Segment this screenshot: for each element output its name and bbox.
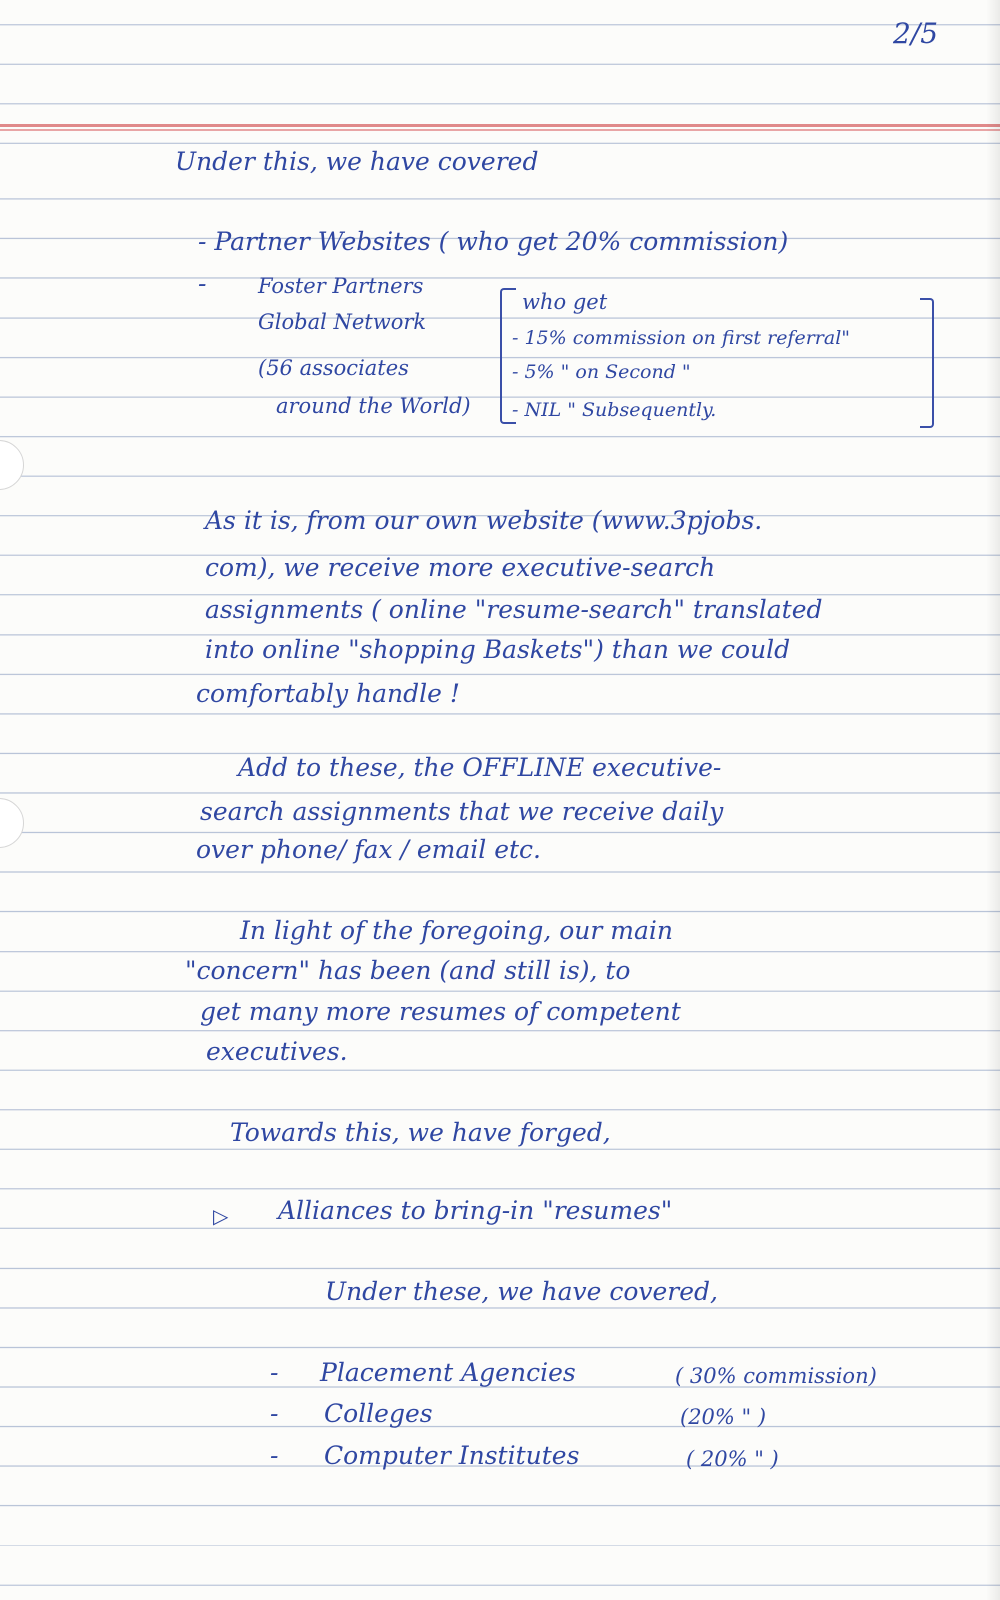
towards-line: Towards this, we have forged,: [230, 1118, 611, 1147]
triangle-bullet-icon: ▷: [213, 1204, 229, 1228]
page-number: 2/5: [893, 17, 939, 50]
foster-partners-line-4: around the World): [276, 394, 471, 418]
top-margin-line: [0, 124, 1000, 127]
terms-line-2: - 5% " on Second ": [512, 361, 691, 383]
paragraph-3-line-2: "concern" has been (and still is), to: [185, 956, 631, 985]
terms-bracket-right: [920, 298, 934, 428]
punch-hole-bottom: [0, 798, 24, 848]
paragraph-1-line-1: As it is, from our own website (www.3pjobs.: [205, 506, 763, 535]
agency-2-commission: (20% " ): [680, 1405, 767, 1429]
agency-3-commission: ( 20% " ): [686, 1447, 779, 1471]
agency-1-name: Placement Agencies: [320, 1358, 576, 1387]
agency-2-name: Colleges: [324, 1399, 433, 1428]
paragraph-1-line-4: into online "shopping Baskets") than we could: [205, 635, 791, 664]
paragraph-1-line-2: com), we receive more executive-search: [205, 553, 716, 582]
foster-partners-line-3: (56 associates: [258, 356, 409, 380]
paragraph-2-line-1: Add to these, the OFFLINE executive-: [238, 753, 722, 782]
terms-heading: who get: [522, 290, 608, 314]
punch-hole-top: [0, 440, 24, 490]
paragraph-2-line-2: search assignments that we receive daily: [200, 797, 724, 826]
alliances-line: Alliances to bring-in "resumes": [278, 1196, 673, 1225]
foster-partners-line-2: Global Network: [258, 310, 427, 334]
foster-partners-dash: -: [198, 269, 207, 298]
agency-2-dash: -: [270, 1399, 279, 1428]
foster-partners-line-1: Foster Partners: [258, 274, 424, 298]
paragraph-3-line-1: In light of the foregoing, our main: [240, 916, 674, 945]
agency-1-dash: -: [270, 1358, 279, 1387]
agency-1-commission: ( 30% commission): [675, 1364, 877, 1388]
paragraph-1-line-5: comfortably handle !: [196, 679, 460, 708]
under-these-line: Under these, we have covered,: [325, 1277, 719, 1306]
top-margin-line-secondary: [0, 129, 1000, 131]
partner-websites-item: - Partner Websites ( who get 20% commission): [198, 227, 789, 256]
paragraph-1-line-3: assignments ( online "resume-search" translated: [205, 595, 823, 624]
paragraph-2-line-3: over phone/ fax / email etc.: [196, 835, 541, 864]
agency-3-dash: -: [270, 1441, 279, 1470]
terms-line-1: - 15% commission on first referral": [512, 327, 851, 349]
intro-line: Under this, we have covered: [175, 147, 539, 176]
paragraph-3-line-4: executives.: [206, 1037, 348, 1066]
terms-line-3: - NIL " Subsequently.: [512, 399, 717, 421]
paragraph-3-line-3: get many more resumes of competent: [200, 997, 681, 1026]
agency-3-name: Computer Institutes: [324, 1441, 580, 1470]
